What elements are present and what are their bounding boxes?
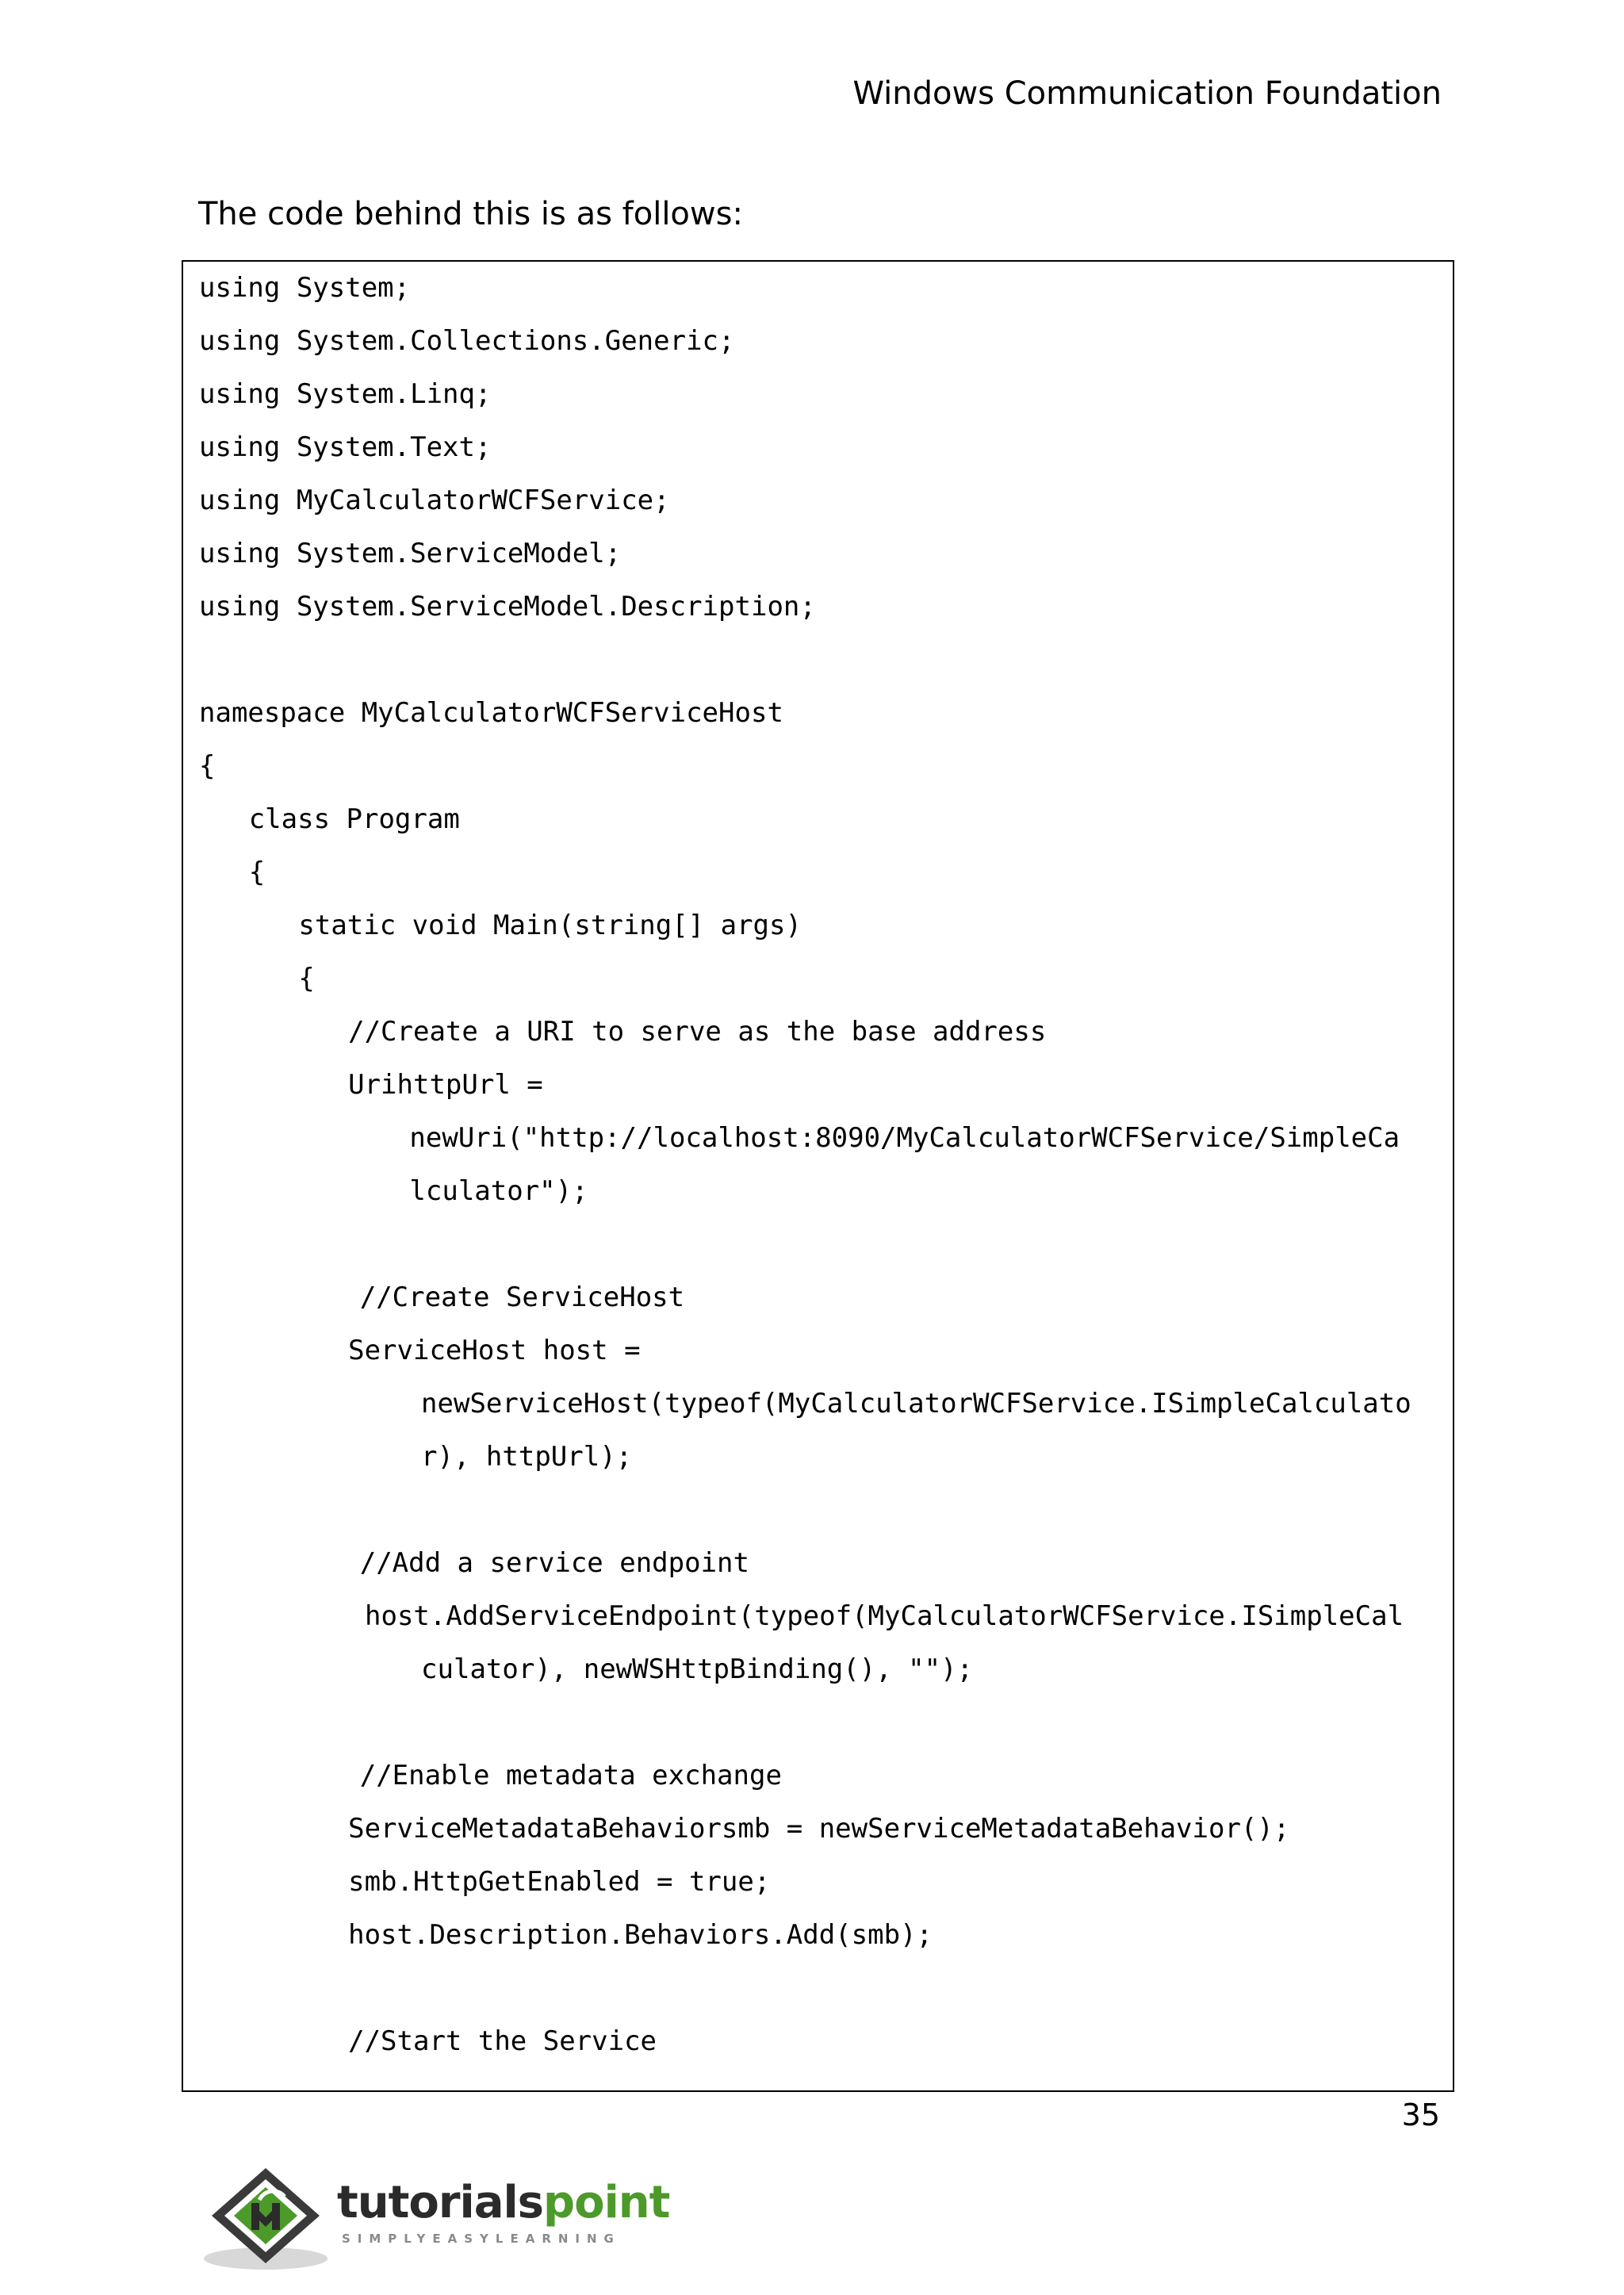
- logo-wordmark: [337, 2177, 670, 2228]
- code-line: using MyCalculatorWCFService;: [199, 485, 670, 516]
- code-line: namespace MyCalculatorWCFServiceHost: [199, 697, 783, 729]
- code-line: //Create a URI to serve as the base address: [348, 1016, 1047, 1048]
- code-line: {: [248, 856, 266, 888]
- tutorialspoint-logo: [202, 2165, 670, 2276]
- code-line: newUri("http://localhost:8090/MyCalculatorWCFService/SimpleCa: [409, 1122, 1400, 1154]
- code-line: static void Main(string[] args): [298, 910, 802, 941]
- code-line: using System.Collections.Generic;: [199, 325, 735, 357]
- code-line: newServiceHost(typeof(MyCalculatorWCFService.ISimpleCalculato: [421, 1388, 1411, 1420]
- code-line: {: [298, 963, 315, 994]
- code-line: //Enable metadata exchange: [359, 1760, 782, 1791]
- intro-text: The code behind this is as follows:: [198, 196, 743, 232]
- code-line: host.Description.Behaviors.Add(smb);: [348, 1919, 933, 1951]
- code-block: [182, 260, 1454, 2092]
- logo-tagline: SIMPLYEASYLEARNING: [342, 2232, 621, 2246]
- code-line: UrihttpUrl =: [348, 1069, 543, 1101]
- running-header: Windows Communication Foundation: [852, 75, 1442, 112]
- code-line: //Start the Service: [348, 2025, 657, 2057]
- code-line: //Create ServiceHost: [359, 1282, 685, 1313]
- code-line: lculator");: [409, 1175, 588, 1207]
- code-line: class Program: [248, 803, 460, 835]
- code-line: using System.ServiceModel.Description;: [199, 591, 816, 623]
- logo-mark-icon: [202, 2165, 337, 2276]
- logo-wordmark-part1: tutorials: [337, 2177, 544, 2228]
- code-line: ServiceHost host =: [348, 1335, 641, 1366]
- code-line: using System;: [199, 272, 411, 304]
- code-line: //Add a service endpoint: [359, 1547, 749, 1579]
- page-number: 35: [1401, 2098, 1440, 2132]
- code-line: using System.Linq;: [199, 378, 492, 410]
- code-line: smb.HttpGetEnabled = true;: [348, 1866, 771, 1898]
- code-line: host.AddServiceEndpoint(typeof(MyCalculatorWCFService.ISimpleCal: [365, 1600, 1404, 1632]
- code-line: ServiceMetadataBehaviorsmb = newServiceMetadataBehavior();: [348, 1813, 1290, 1845]
- code-line: culator), newWSHttpBinding(), "");: [421, 1653, 974, 1685]
- code-line: using System.ServiceModel;: [199, 538, 622, 569]
- code-line: using System.Text;: [199, 431, 492, 463]
- code-line: r), httpUrl);: [421, 1441, 633, 1473]
- logo-wordmark-part2: point: [543, 2177, 670, 2228]
- code-line: {: [199, 750, 216, 782]
